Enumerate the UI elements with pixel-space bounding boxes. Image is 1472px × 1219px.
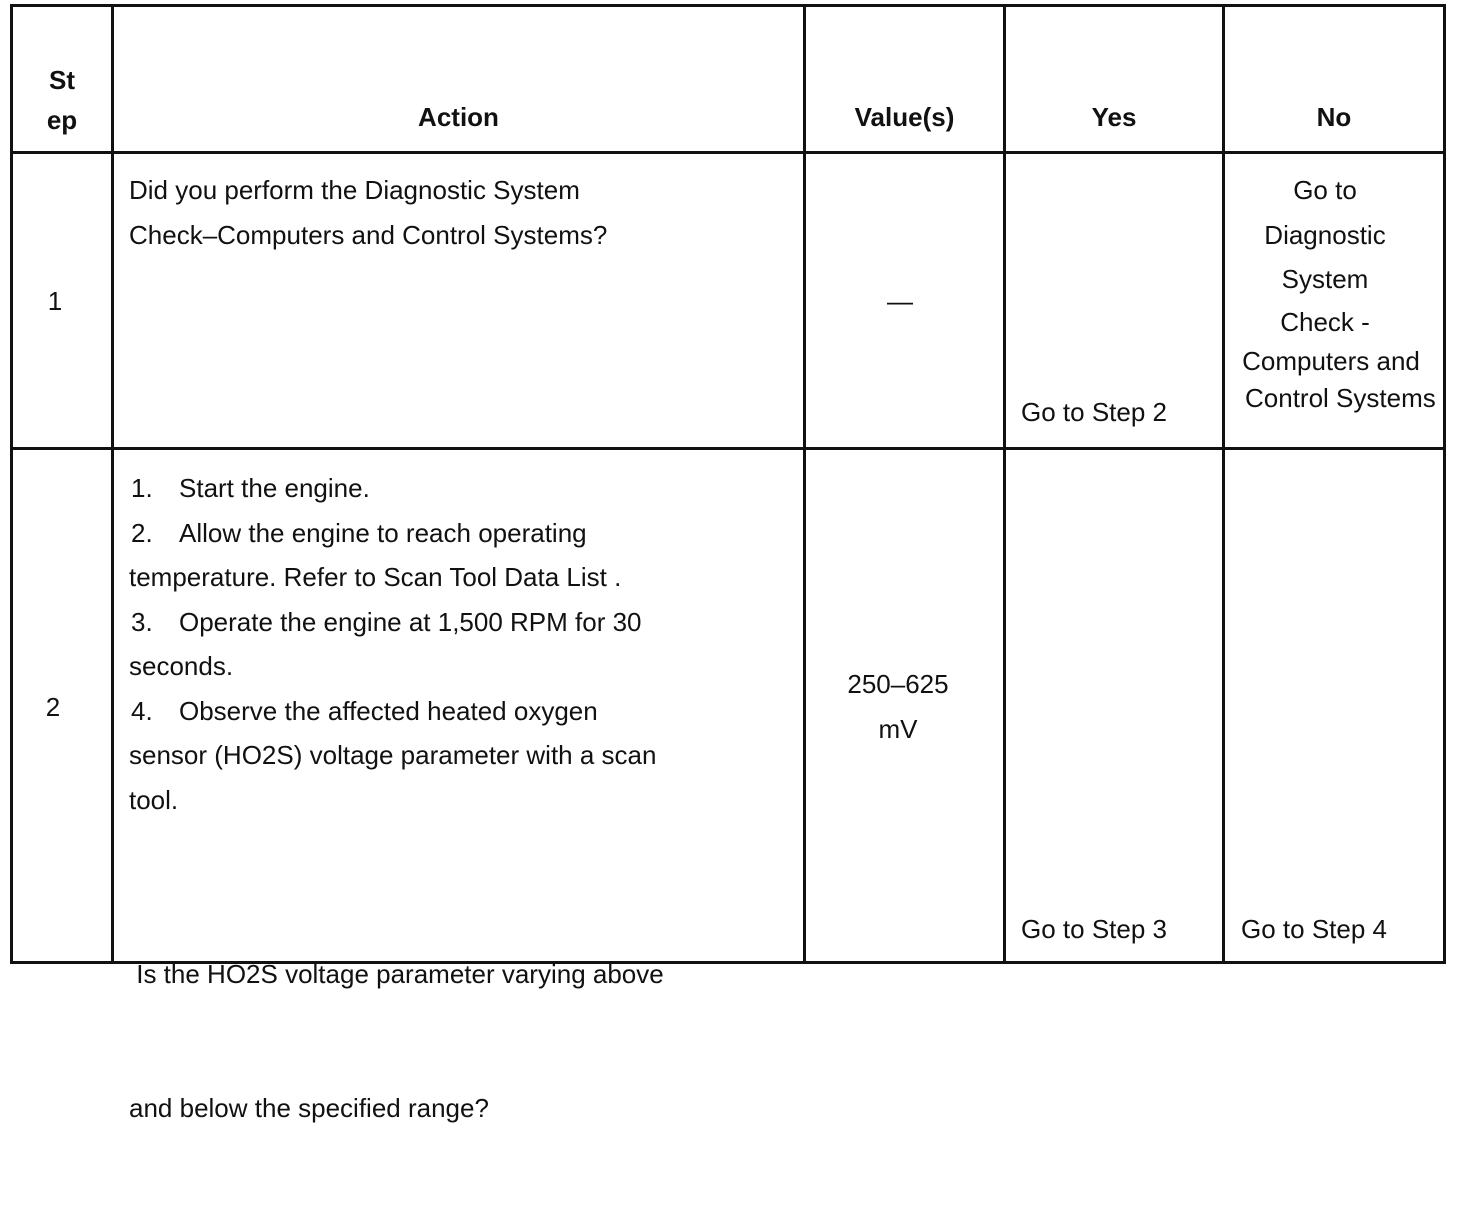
row2-value-line: 250–625 xyxy=(847,669,949,699)
row1-action xyxy=(129,168,789,257)
row1-no-line: Go to xyxy=(1293,175,1357,205)
row2-action xyxy=(129,466,789,822)
header-values: Value(s) xyxy=(854,102,955,132)
row1-action-line: Did you perform the Diagnostic System xyxy=(129,175,580,205)
row1-no-line: Control Systems xyxy=(1245,382,1436,413)
row1-value: — xyxy=(887,286,913,316)
row1-action-line: Check–Computers and Control Systems? xyxy=(129,219,608,250)
header-no: No xyxy=(1316,102,1352,132)
row2-value-line: mV xyxy=(878,713,918,744)
row1-step: 1 xyxy=(47,286,63,316)
action-step-item xyxy=(129,466,789,511)
header-step-line: St xyxy=(49,65,75,95)
row2-question xyxy=(129,863,789,1219)
row1-no-line: Diagnostic xyxy=(1264,219,1386,250)
action-step-number: 2. xyxy=(131,517,153,548)
row1-no-line: System xyxy=(1281,264,1369,295)
action-step-item xyxy=(129,689,789,734)
row1-no-line: Computers and xyxy=(1242,345,1420,376)
row-divider xyxy=(13,447,1443,450)
action-step-text: Allow the engine to reach operating xyxy=(179,517,587,548)
header-action: Action xyxy=(418,102,499,132)
diagnostic-table xyxy=(10,4,1446,1123)
header-step xyxy=(13,60,111,140)
row1-yes: Go to Step 2 xyxy=(1021,397,1167,427)
row1-no xyxy=(1225,168,1436,416)
question-line: and below the specified range? xyxy=(129,1092,489,1123)
row2-no: Go to Step 4 xyxy=(1241,914,1387,944)
question-line: Is the HO2S voltage parameter varying above xyxy=(129,959,664,989)
header-step-line: ep xyxy=(46,105,78,135)
action-step-number: 3. xyxy=(131,606,153,637)
action-step-continuation: sensor (HO2S) voltage parameter with a scan xyxy=(129,740,657,770)
action-step-continuation: temperature. Refer to Scan Tool Data List . xyxy=(129,562,622,592)
row2-step: 2 xyxy=(45,692,61,722)
action-step-continuation: seconds. xyxy=(129,651,234,681)
row1-no-line: Check - xyxy=(1280,306,1370,337)
action-step-number: 4. xyxy=(131,695,153,726)
action-step-text: Operate the engine at 1,500 RPM for 30 xyxy=(179,606,642,637)
row2-yes: Go to Step 3 xyxy=(1021,914,1167,944)
row-divider xyxy=(13,151,1443,154)
action-step-text: Observe the affected heated oxygen xyxy=(179,695,598,726)
action-step-continuation: tool. xyxy=(129,784,179,815)
action-step-number: 1. xyxy=(131,473,153,503)
row2-value xyxy=(806,662,990,751)
action-step-item xyxy=(129,600,789,645)
header-yes: Yes xyxy=(1091,102,1137,132)
action-step-item xyxy=(129,511,789,556)
action-step-text: Start the engine. xyxy=(179,473,370,503)
